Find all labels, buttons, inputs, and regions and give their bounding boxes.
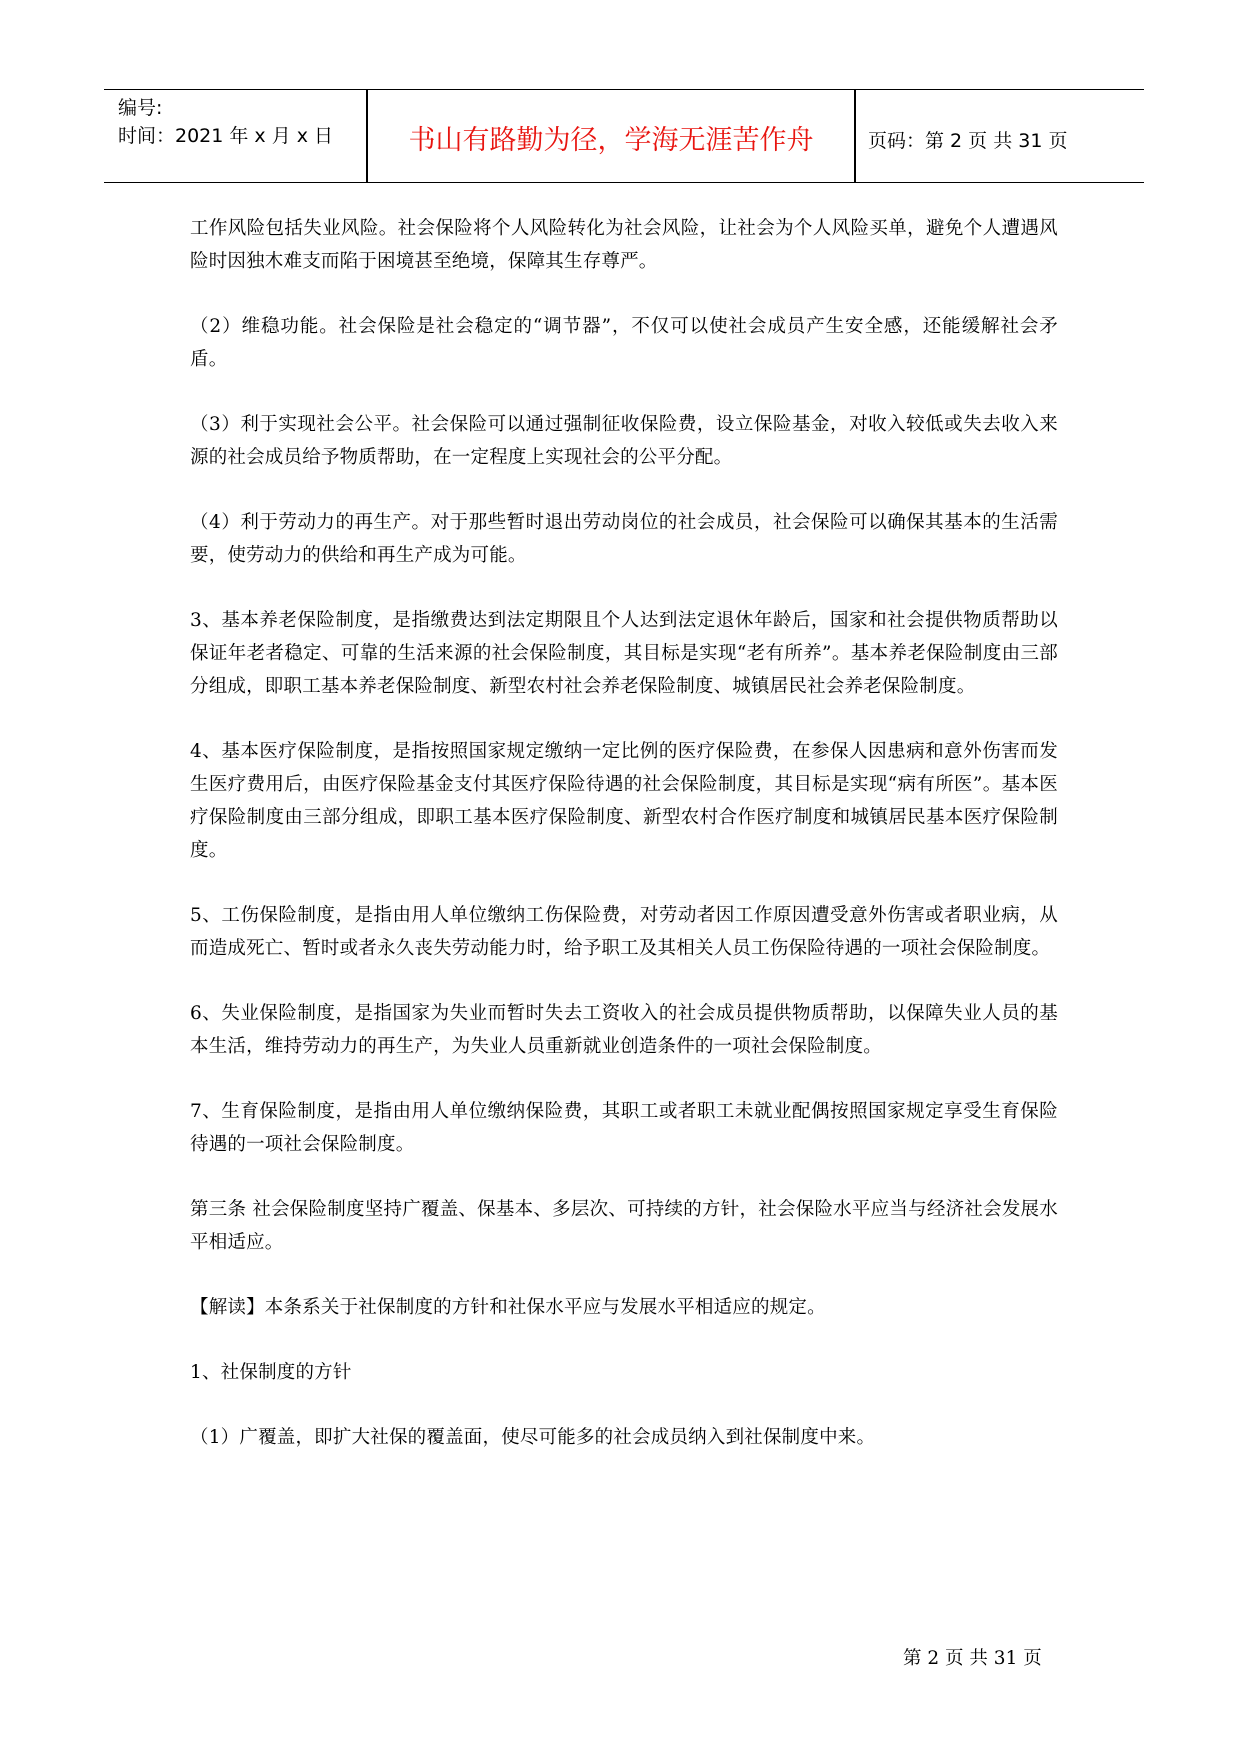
paragraph: 工作风险包括失业风险。社会保险将个人风险转化为社会风险，让社会为个人风险买单，避免个人遭遇风险时因独木难支而陷于困境甚至绝境，保障其生存尊严。 (190, 218, 1058, 272)
paragraph: 第三条 社会保险制度坚持广覆盖、保基本、多层次、可持续的方针，社会保险水平应当与经济社会发展水平相适应。 (190, 1199, 1058, 1253)
paragraph: 4、基本医疗保险制度，是指按照国家规定缴纳一定比例的医疗保险费，在参保人因患病和意外伤害而发生医疗费用后，由医疗保险基金支付其医疗保险待遇的社会保险制度，其目标是实现“病有所医”。基本医疗保险制度由三部分组成，即职工基本医疗保险制度、新型农村合作医疗制度和城镇居民基本医疗保险制度。 (190, 741, 1058, 861)
document-number-label: 编号: (118, 97, 163, 119)
paragraph: 3、基本养老保险制度，是指缴费达到法定期限且个人达到法定退休年龄后，国家和社会提供物质帮助以保证年老者稳定、可靠的生活来源的社会保险制度，其目标是实现“老有所养”。基本养老保险制度由三部分组成，即职工基本养老保险制度、新型农村社会养老保险制度、城镇居民社会养老保险制度。 (190, 610, 1058, 697)
header-divider-right (854, 90, 856, 182)
document-body (190, 212, 1058, 1486)
paragraph: 1、社保制度的方针 (190, 1362, 352, 1383)
paragraph: （4）利于劳动力的再生产。对于那些暂时退出劳动岗位的社会成员，社会保险可以确保其基本的生活需要，使劳动力的供给和再生产成为可能。 (190, 512, 1058, 566)
header-motto: 书山有路勤为径，学海无涯苦作舟 (408, 125, 814, 156)
document-time-label: 时间：2021 年 x 月 x 日 (118, 125, 334, 147)
paragraph: （3）利于实现社会公平。社会保险可以通过强制征收保险费，设立保险基金，对收入较低或失去收入来源的社会成员给予物质帮助，在一定程度上实现社会的公平分配。 (190, 414, 1058, 468)
paragraph: （1）广覆盖，即扩大社保的覆盖面，使尽可能多的社会成员纳入到社保制度中来。 (190, 1427, 876, 1448)
paragraph: 【解读】本条系关于社保制度的方针和社保水平应与发展水平相适应的规定。 (190, 1297, 826, 1318)
header-meta (118, 94, 368, 150)
page-footer: 第 2 页 共 31 页 (903, 1648, 1042, 1669)
header-page-number: 页码：第 2 页 共 31 页 (868, 130, 1068, 152)
paragraph: （2）维稳功能。社会保险是社会稳定的“调节器”，不仅可以使社会成员产生安全感，还能缓解社会矛盾。 (190, 316, 1058, 370)
paragraph: 5、工伤保险制度，是指由用人单位缴纳工伤保险费，对劳动者因工作原因遭受意外伤害或者职业病，从而造成死亡、暂时或者永久丧失劳动能力时，给予职工及其相关人员工伤保险待遇的一项社会保险制度。 (190, 905, 1058, 959)
paragraph: 7、生育保险制度，是指由用人单位缴纳保险费，其职工或者职工未就业配偶按照国家规定享受生育保险待遇的一项社会保险制度。 (190, 1101, 1058, 1155)
page-header (104, 89, 1144, 183)
paragraph: 6、失业保险制度，是指国家为失业而暂时失去工资收入的社会成员提供物质帮助，以保障失业人员的基本生活，维持劳动力的再生产，为失业人员重新就业创造条件的一项社会保险制度。 (190, 1003, 1058, 1057)
